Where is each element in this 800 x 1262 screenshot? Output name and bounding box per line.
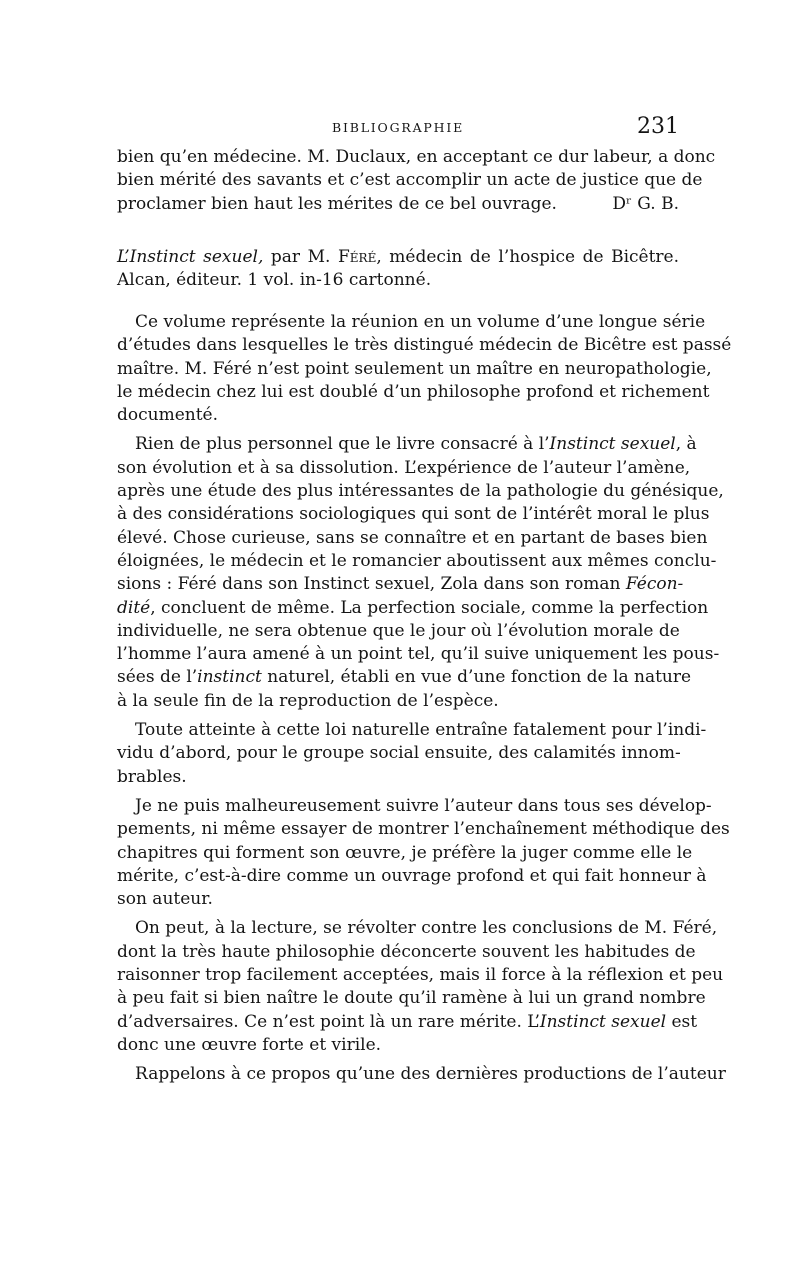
text-line: sions : Féré dans son Instinct sexuel, Zola dans son roman Fécon- bbox=[117, 574, 684, 595]
author-name: Féré bbox=[337, 247, 377, 267]
text-line: raisonner trop facilement acceptées, mais il force à la réflexion et peu bbox=[117, 965, 724, 986]
italic-title: Fécon- bbox=[625, 574, 684, 595]
text-line: individuelle, ne sera obtenue que le jour où l’évolution morale de bbox=[117, 620, 680, 641]
author-role: , médecin de l’hospice de Bicêtre. bbox=[376, 247, 680, 267]
text-line: à la seule fin de la reproduction de l’espèce. bbox=[117, 690, 499, 711]
paragraph bbox=[117, 1063, 726, 1086]
italic-title: Instinct sexuel bbox=[539, 1011, 667, 1032]
text-line: Ce volume représente la réunion en un volume d’une longue série bbox=[135, 312, 706, 332]
text-line-content: proclamer bien haut les mérites de ce bel ouvrage. bbox=[117, 193, 557, 214]
book-title: L’Instinct sexuel, bbox=[117, 247, 264, 267]
text-line: chapitres qui forment son œuvre, je préfère la juger comme elle le bbox=[117, 842, 693, 863]
text-line: pements, ni même essayer de montrer l’enchaînement méthodique des bbox=[117, 819, 730, 840]
italic-title: Instinct sexuel bbox=[549, 434, 676, 455]
italic-title: instinct bbox=[197, 667, 262, 688]
text-line: éloignées, le médecin et le romancier aboutissent aux mêmes conclu- bbox=[117, 550, 717, 571]
text-line: son auteur. bbox=[117, 889, 213, 910]
text-line: d’études dans lesquelles le très distingué médecin de Bicêtre est passé bbox=[117, 335, 732, 356]
text-line: bien mérité des savants et c’est accomplir un acte de justice que de bbox=[117, 170, 703, 191]
text-line: élevé. Chose curieuse, sans se connaître et en partant de bases bien bbox=[117, 527, 708, 548]
text-line: mérite, c’est-à-dire comme un ouvrage profond et qui fait honneur à bbox=[117, 865, 707, 886]
text-line: dité, concluent de même. La perfection sociale, comme la perfection bbox=[117, 597, 709, 618]
text-line: sées de l’instinct naturel, établi en vue d’une fonction de la nature bbox=[117, 667, 692, 688]
text-line: dont la très haute philosophie déconcerte souvent les habitudes de bbox=[117, 941, 696, 962]
text-line: On peut, à la lecture, se révolter contre les conclusions de M. Féré, bbox=[135, 918, 718, 939]
text-line: Je ne puis malheureusement suivre l’auteur dans tous ses dévelop- bbox=[135, 795, 712, 816]
text-line: après une étude des plus intéressantes de la pathologie du génésique, bbox=[117, 481, 724, 502]
text-line: son évolution et à sa dissolution. L’expérience de l’auteur l’amène, bbox=[117, 457, 691, 478]
text-line: brables. bbox=[117, 766, 187, 787]
text-line: Rappelons à ce propos qu’une des dernières productions de l’auteur bbox=[135, 1064, 726, 1085]
running-head bbox=[117, 114, 679, 144]
review-heading-line bbox=[117, 246, 679, 269]
text-line: vidu d’abord, pour le groupe social ensuite, des calamités innom- bbox=[117, 743, 681, 764]
paragraph bbox=[117, 719, 707, 789]
publisher-line: Alcan, éditeur. 1 vol. in-16 cartonné. bbox=[117, 270, 432, 291]
text-line: le médecin chez lui est doublé d’un philosophe profond et richement bbox=[117, 381, 710, 402]
running-head-title: BIBLIOGRAPHIE bbox=[332, 120, 464, 135]
paragraph bbox=[117, 917, 724, 1057]
text-line: Rien de plus personnel que le livre consacré à l’Instinct sexuel, à bbox=[135, 434, 697, 455]
text-line: Toute atteinte à cette loi naturelle entraîne fatalement pour l’indi- bbox=[135, 720, 707, 741]
text-line: l’homme l’aura amené à un point tel, qu’il suive uniquement les pous- bbox=[117, 644, 720, 665]
text-line: maître. M. Féré n’est point seulement un maître en neuropathologie, bbox=[117, 358, 712, 379]
by-text: par M. bbox=[263, 247, 338, 267]
paragraph bbox=[117, 795, 730, 911]
review-heading bbox=[117, 246, 679, 293]
signature: Dʳ G. B. bbox=[612, 193, 679, 214]
text-line: documenté. bbox=[117, 405, 219, 426]
paragraph bbox=[117, 433, 724, 713]
review-body bbox=[117, 311, 732, 1093]
text-line: bien qu’en médecine. M. Duclaux, en acceptant ce dur labeur, a donc bbox=[117, 147, 716, 167]
paragraph bbox=[117, 311, 732, 427]
text-line: d’adversaires. Ce n’est point là un rare mérite. L’Instinct sexuel est bbox=[117, 1011, 698, 1032]
page-number: 231 bbox=[637, 114, 679, 139]
text-line: donc une œuvre forte et virile. bbox=[117, 1034, 382, 1055]
paragraph-previous-review bbox=[117, 146, 716, 216]
text-line bbox=[117, 193, 679, 216]
text-line: à des considérations sociologiques qui sont de l’intérêt moral le plus bbox=[117, 504, 710, 525]
text-line: à peu fait si bien naître le doute qu’il ramène à lui un grand nombre bbox=[117, 988, 706, 1009]
italic-title: dité bbox=[117, 597, 151, 618]
